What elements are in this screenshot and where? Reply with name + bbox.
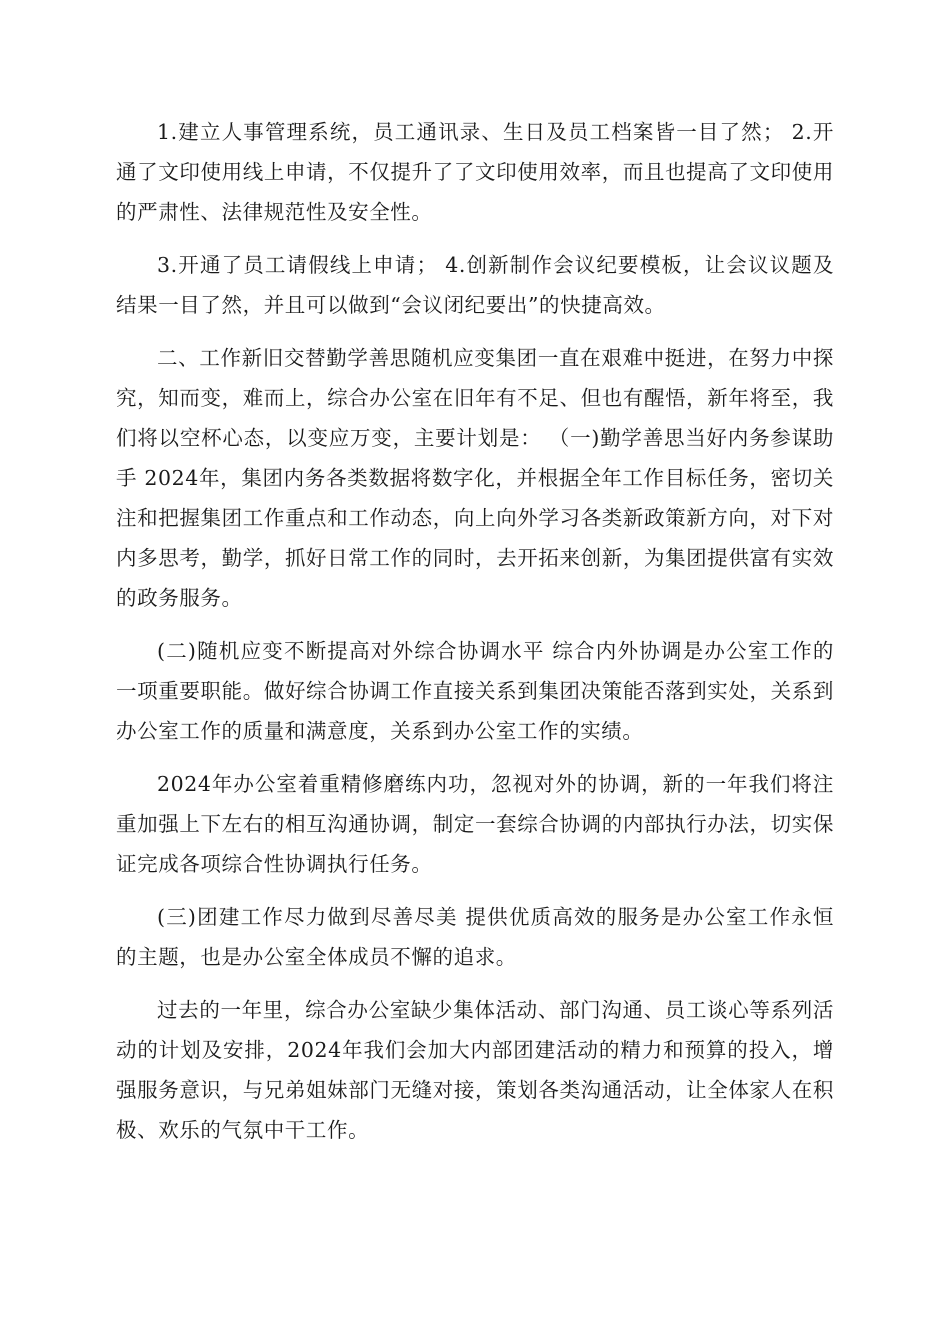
paragraph-7: 过去的一年里，综合办公室缺少集体活动、部门沟通、员工谈心等系列活动的计划及安排，2024年我们会加大内部团建活动的精力和预算的投入，增强服务意识，与兄弟姐妹部门无缝对接，策划各类沟通活动，让全体家人在积极、欢乐的气氛中干工作。 bbox=[116, 998, 834, 1142]
paragraph-6: (三)团建工作尽力做到尽善尽美 提供优质高效的服务是办公室工作永恒的主题，也是办公室全体成员不懈的追求。 bbox=[116, 905, 834, 969]
paragraph-4: (二)随机应变不断提高对外综合协调水平 综合内外协调是办公室工作的一项重要职能。做好综合协调工作直接关系到集团决策能否落到实处，关系到办公室工作的质量和满意度，关系到办公室工作的实绩。 bbox=[116, 639, 834, 743]
paragraph-5: 2024年办公室着重精修磨练内功，忽视对外的协调，新的一年我们将注重加强上下左右的相互沟通协调，制定一套综合协调的内部执行办法，切实保证完成各项综合性协调执行任务。 bbox=[116, 772, 834, 876]
paragraph-3: 二、工作新旧交替勤学善思随机应变集团一直在艰难中挺进，在努力中探究，知而变，难而上，综合办公室在旧年有不足、但也有醒悟，新年将至，我们将以空杯心态，以变应万变，主要计划是： （一)勤学善思当好内务参谋助手 2024年，集团内务各类数据将数字化，并根据全年工作目标任务，密切关注和把握集团工作重点和工作动态，向上向外学习各类新政策新方向，对下对内多思考，勤学，抓好日常工作的同时，去开拓来创新，为集团提供富有实效的政务服务。 bbox=[116, 346, 834, 610]
paragraph-1: 1.建立人事管理系统，员工通讯录、生日及员工档案皆一目了然； 2.开通了文印使用线上申请，不仅提升了了文印使用效率，而且也提高了文印使用的严肃性、法律规范性及安全性。 bbox=[116, 120, 834, 224]
paragraph-2: 3.开通了员工请假线上申请； 4.创新制作会议纪要模板，让会议议题及结果一目了然，并且可以做到“会议闭纪要出”的快捷高效。 bbox=[116, 253, 834, 317]
document-body bbox=[116, 112, 834, 1163]
